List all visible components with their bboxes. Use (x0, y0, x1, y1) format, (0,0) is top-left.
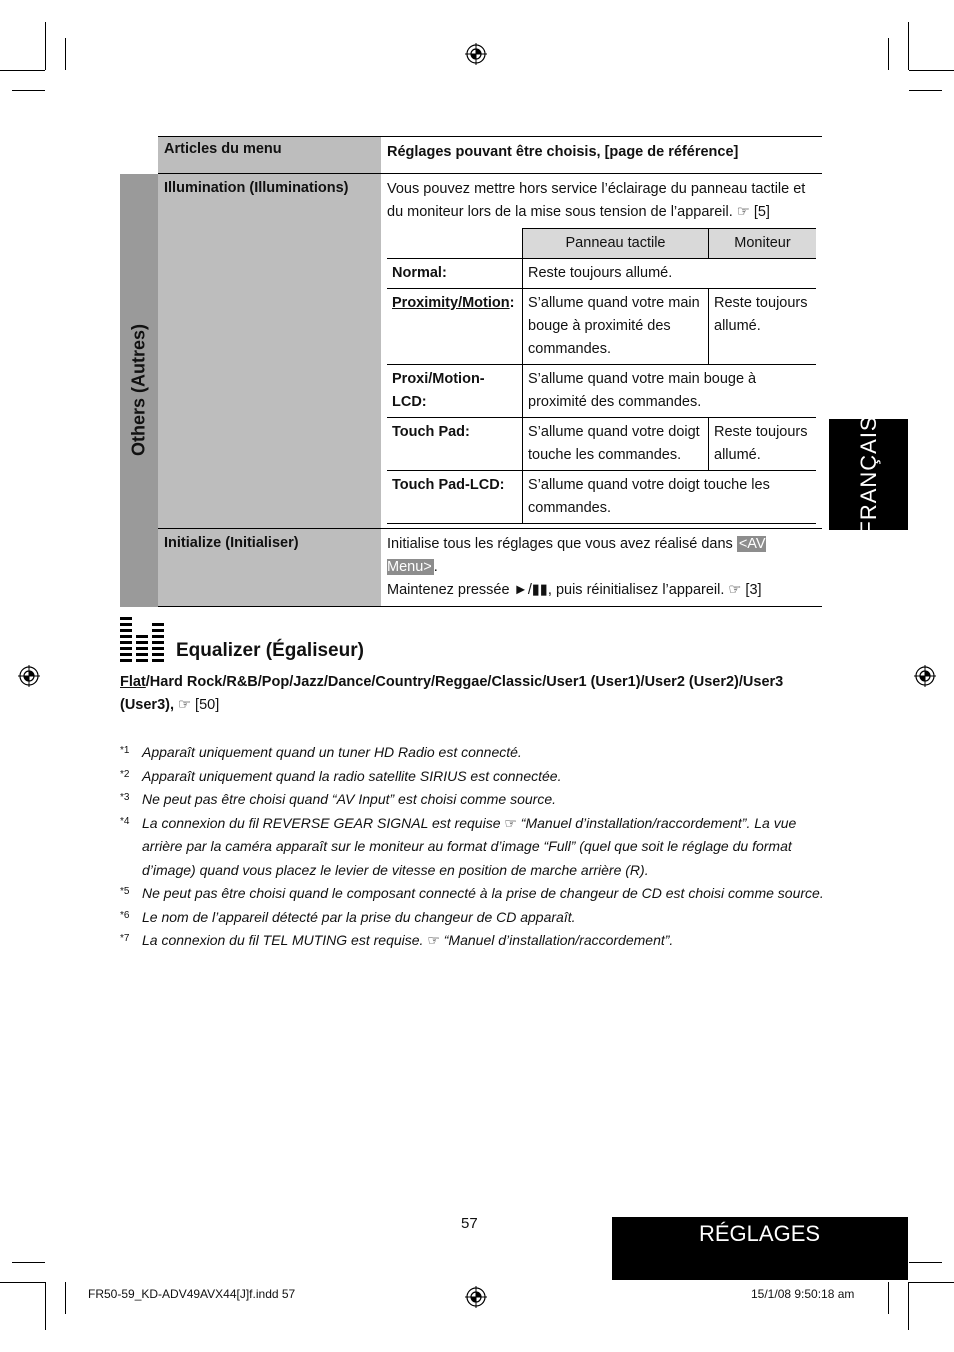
footnote-mark: *3 (120, 792, 130, 803)
footnote-mark: *1 (120, 745, 130, 756)
option-value: Reste toujours allumé. (523, 259, 817, 289)
section-label: Others (Autres) (128, 323, 149, 457)
crop-mark (65, 1282, 66, 1314)
option-row-normal (387, 259, 816, 289)
illumination-settings (381, 174, 822, 529)
page-number: 57 (461, 1215, 478, 1232)
crop-mark (888, 1282, 889, 1314)
label-colon: : (509, 295, 515, 311)
footnote-text: La connexion du fil REVERSE GEAR SIGNAL est requise ☞ “Manuel d’installation/raccordement”. La vue arrière par la caméra apparaît sur le moniteur au format d’image “Full” (quel que soit le réglage du format d’image) quand vous placez le levier de vitesse en position de marche arrière (R). (142, 814, 797, 878)
footnote-mark: *2 (120, 768, 130, 780)
option-row-proximity-motion (387, 289, 816, 365)
section-tab (612, 1217, 908, 1280)
footnote (120, 929, 825, 953)
crop-mark (908, 22, 909, 70)
footnote (120, 788, 825, 812)
registration-mark-icon (914, 665, 936, 687)
crop-mark (12, 90, 45, 91)
equalizer-default-option: Flat (120, 674, 146, 690)
option-value: S’allume quand votre main bouge à proximité des commandes. (523, 365, 817, 418)
option-label: Normal: (387, 259, 523, 289)
option-value-monitor: Reste toujours allumé. (709, 418, 817, 471)
footnote-text: Apparaît uniquement quand la radio satellite SIRIUS est connectée. (142, 767, 562, 784)
crop-mark (0, 1282, 45, 1283)
option-row-proxi-motion-lcd (387, 365, 816, 418)
footnote-text: Ne peut pas être choisi quand “AV Input” est choisi comme source. (142, 791, 556, 807)
av-menu-label: <AV Menu> (387, 536, 766, 575)
column-header-items: Articles du menu (158, 137, 381, 174)
footer-date: 15/1/08 9:50:18 am (751, 1287, 855, 1301)
illumination-options-table (387, 228, 816, 524)
footnote-mark: *6 (120, 909, 130, 921)
crop-mark (888, 38, 889, 70)
initialize-instruction: Maintenez pressée ►/▮▮, puis réinitialisez l’appareil. ☞ [3] (387, 582, 762, 598)
crop-mark (909, 70, 954, 71)
option-row-touch-pad-lcd (387, 471, 816, 524)
option-label: Touch Pad-LCD: (387, 471, 523, 524)
section-sidebar (120, 174, 158, 607)
footnote-text: La connexion du fil TEL MUTING est requise. ☞ “Manuel d’installation/raccordement”. (142, 932, 674, 948)
column-header-settings: Réglages pouvant être choisis, [page de référence] (381, 137, 822, 174)
footnote-text: Le nom de l’appareil détecté par la prise du changeur de CD apparaît. (142, 908, 576, 925)
option-value-panel: S’allume quand votre main bouge à proximité des commandes. (523, 289, 709, 365)
footer-file-info: FR50-59_KD-ADV49AVX44[J]f.indd 57 (88, 1287, 296, 1301)
footnotes (120, 741, 825, 953)
section-tab-label: RÉGLAGES (699, 1221, 821, 1246)
equalizer-option-list: /Hard Rock/R&B/Pop/Jazz/Dance/Country/Reggae/Classic/User1 (User1)/User2 (User2)/User3 (User3), (120, 674, 784, 713)
footnote-mark: *5 (120, 886, 130, 897)
default-option-label: Proximity/Motion (392, 295, 510, 311)
registration-mark-icon (465, 43, 487, 65)
equalizer-reference: ☞ [50] (178, 697, 220, 713)
option-value: S’allume quand votre doigt touche les commandes. (523, 471, 817, 524)
menu-item-initialize: Initialize (Initialiser) (158, 529, 381, 607)
footnote-text: Ne peut pas être choisi quand le composant connecté à la prise de changeur de CD est choisi comme source. (142, 885, 824, 901)
footnote (120, 812, 825, 883)
crop-mark (45, 22, 46, 70)
footnote (120, 882, 825, 906)
column-header-monitor: Moniteur (709, 229, 817, 259)
equalizer-options (120, 671, 820, 717)
footnote (120, 765, 825, 789)
registration-mark-icon (465, 1286, 487, 1308)
crop-mark (909, 90, 942, 91)
footnote-text: Apparaît uniquement quand un tuner HD Radio est connecté. (142, 744, 522, 760)
footnote (120, 906, 825, 930)
footnote (120, 741, 825, 765)
crop-mark (0, 70, 45, 71)
option-value-panel: S’allume quand votre doigt touche les commandes. (523, 418, 709, 471)
crop-mark (908, 1282, 909, 1330)
initialize-text: Initialise tous les réglages que vous avez réalisé dans (387, 536, 737, 552)
registration-mark-icon (18, 665, 40, 687)
settings-table (120, 136, 822, 607)
equalizer-icon (120, 617, 166, 662)
crop-mark (45, 1282, 46, 1330)
equalizer-heading: Equalizer (Égaliseur) (176, 640, 364, 661)
crop-mark (909, 1282, 954, 1283)
option-label: Proxi/Motion-LCD: (387, 365, 523, 418)
option-label (387, 289, 523, 365)
initialize-settings (381, 529, 822, 607)
crop-mark (65, 38, 66, 70)
language-tab (829, 414, 908, 535)
illumination-description: Vous pouvez mettre hors service l’éclairage du panneau tactile et du moniteur lors de la mise sous tension de l’appareil. ☞ [5] (387, 181, 806, 220)
column-header-panel: Panneau tactile (523, 229, 709, 259)
crop-mark (12, 1262, 45, 1263)
menu-item-illumination: Illumination (Illuminations) (158, 174, 381, 529)
footnote-mark: *7 (120, 933, 130, 944)
option-label: Touch Pad: (387, 418, 523, 471)
footnote-mark: *4 (120, 815, 130, 827)
initialize-text-end: . (433, 559, 438, 575)
option-value-monitor: Reste toujours allumé. (709, 289, 817, 365)
crop-mark (909, 1262, 942, 1263)
option-row-touch-pad (387, 418, 816, 471)
language-tab-label: FRANÇAIS (855, 414, 881, 535)
